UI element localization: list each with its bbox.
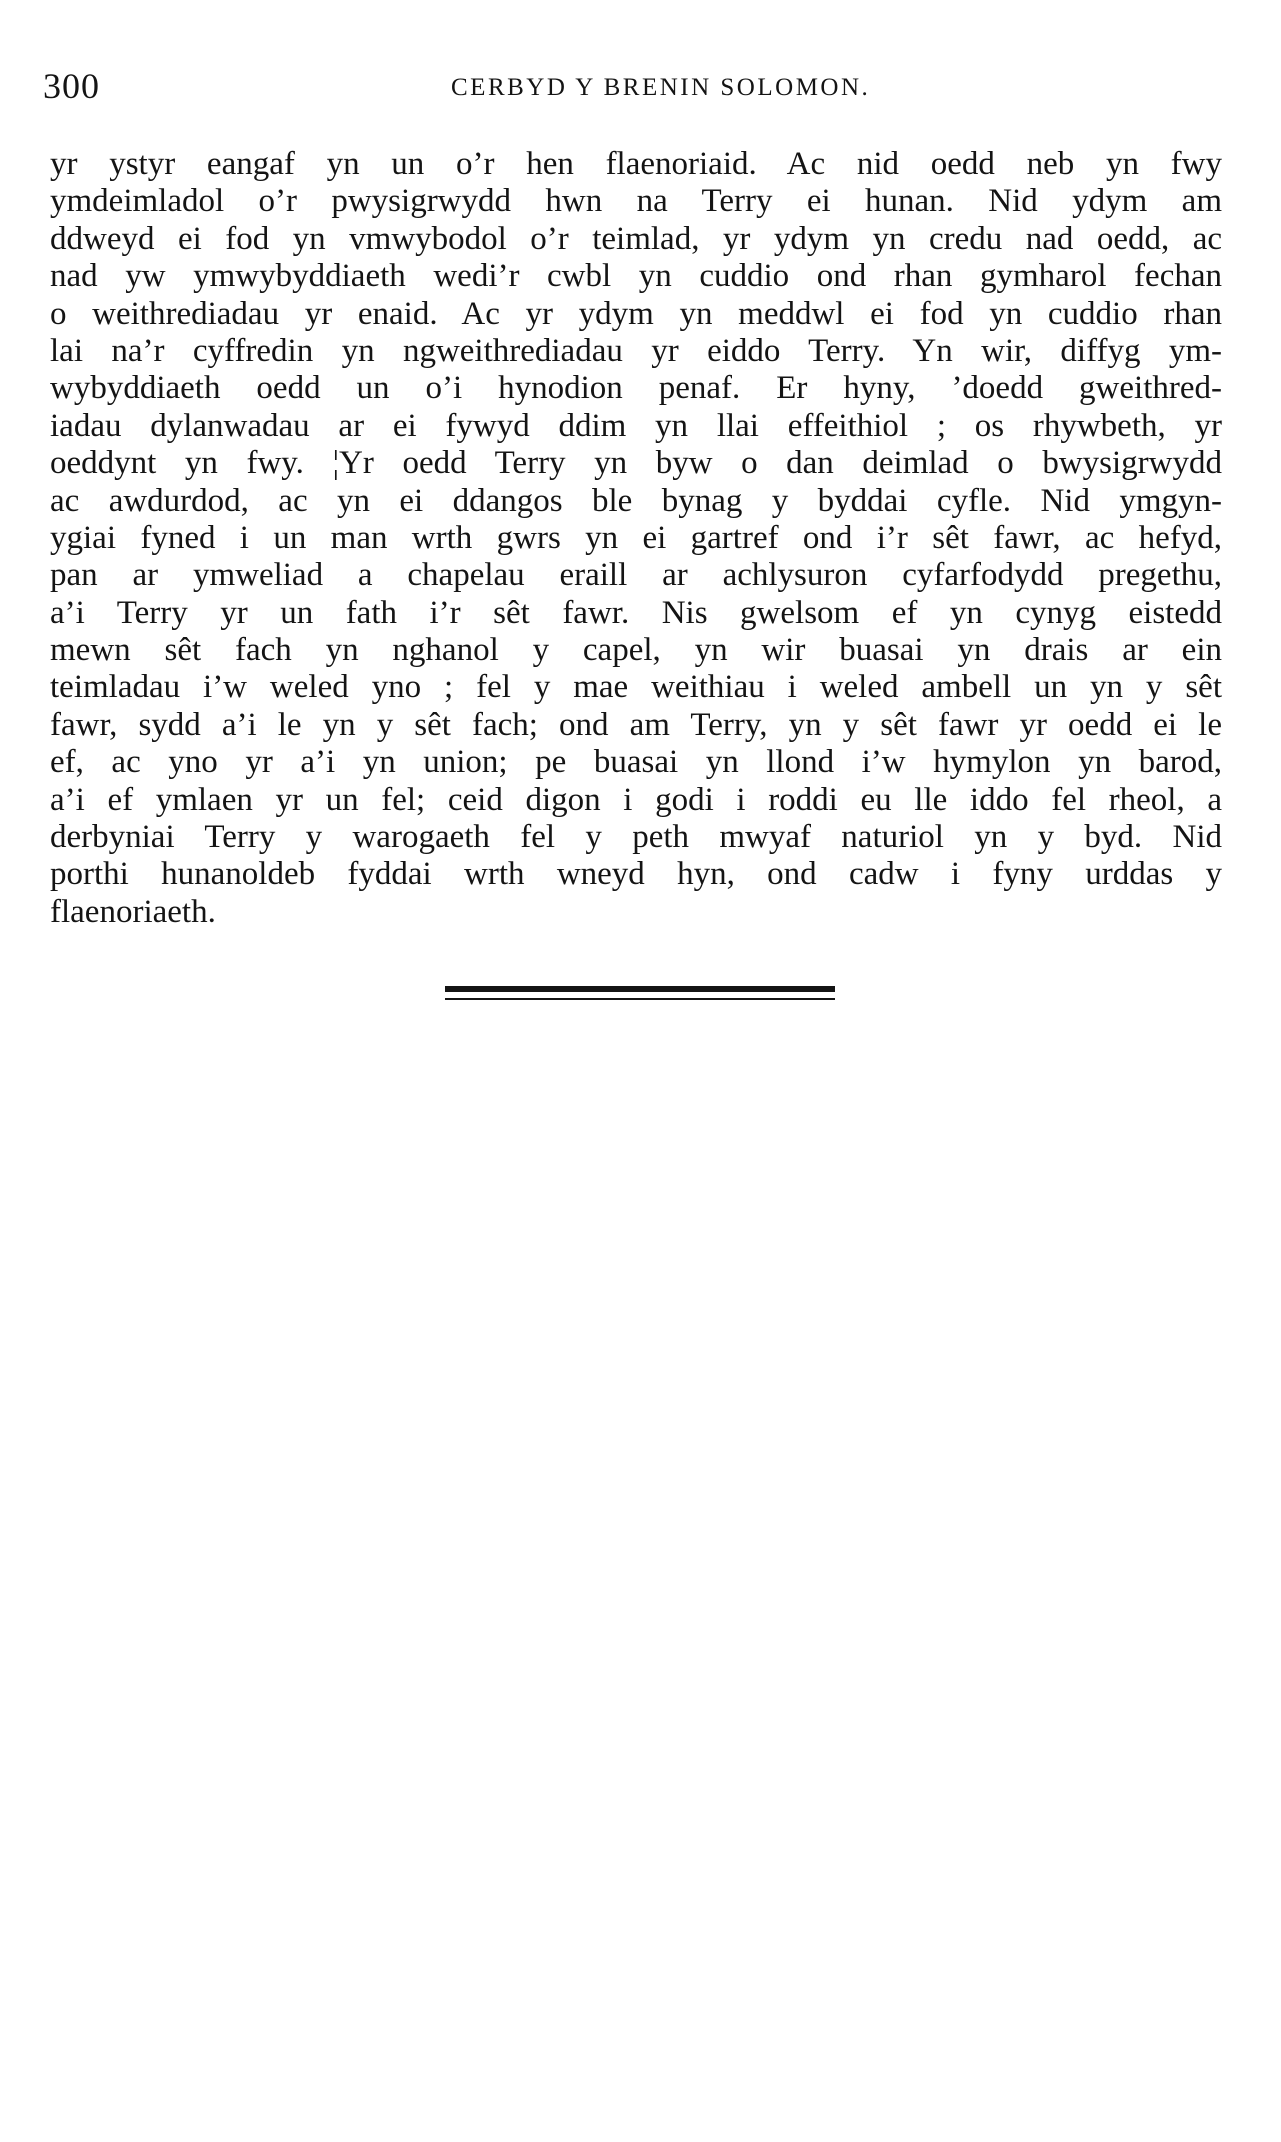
text-line: ygiai fyned i un man wrth gwrs yn ei gartref ond i’r sêt fawr, ac hefyd, — [50, 519, 1222, 556]
text-line: ddweyd ei fod yn vmwybodol o’r teimlad, yr ydym yn credu nad oedd, ac — [50, 220, 1222, 257]
running-title: CERBYD Y BRENIN SOLOMON. — [451, 74, 871, 101]
text-line: ymdeimladol o’r pwysigrwydd hwn na Terry ei hunan. Nid ydym am — [50, 183, 1222, 220]
text-line: ef, ac yno yr a’i yn union; pe buasai yn llond i’w hymylon yn barod, — [50, 744, 1222, 781]
text-line: oeddynt yn fwy. ¦Yr oedd Terry yn byw o dan deimlad o bwysigrwydd — [50, 445, 1222, 482]
text-line: porthi hunanoldeb fyddai wrth wneyd hyn, ond cadw i fyny urddas y — [50, 856, 1222, 893]
text-line: iadau dylanwadau ar ei fywyd ddim yn llai effeithiol ; os rhywbeth, yr — [50, 407, 1222, 444]
text-line: nad yw ymwybyddiaeth wedi’r cwbl yn cuddio ond rhan gymharol fechan — [50, 258, 1222, 295]
text-line: flaenoriaeth. — [50, 893, 216, 930]
text-line: mewn sêt fach yn nghanol y capel, yn wir buasai yn drais ar ein — [50, 632, 1222, 669]
page-number: 300 — [43, 66, 100, 106]
text-line: fawr, sydd a’i le yn y sêt fach; ond am Terry, yn y sêt fawr yr oedd ei le — [50, 706, 1222, 743]
text-line: teimladau i’w weled yno ; fel y mae weithiau i weled ambell un yn y sêt — [50, 669, 1222, 706]
text-line: ac awdurdod, ac yn ei ddangos ble bynag y byddai cyfle. Nid ymgyn- — [50, 482, 1222, 519]
text-line: o weithrediadau yr enaid. Ac yr ydym yn meddwl ei fod yn cuddio rhan — [50, 295, 1222, 332]
text-line: a’i ef ymlaen yr un fel; ceid digon i godi i roddi eu lle iddo fel rheol, a — [50, 781, 1222, 818]
section-divider-thin — [445, 998, 835, 1000]
section-divider-thick — [445, 986, 835, 992]
text-line: pan ar ymweliad a chapelau eraill ar achlysuron cyfarfodydd pregethu, — [50, 557, 1222, 594]
page-header — [43, 64, 1223, 108]
body-paragraph — [50, 146, 1222, 931]
text-line: derbyniai Terry y warogaeth fel y peth mwyaf naturiol yn y byd. Nid — [50, 819, 1222, 856]
text-line: wybyddiaeth oedd un o’i hynodion penaf. Er hyny, ’doedd gweithred- — [50, 370, 1222, 407]
text-line: lai na’r cyffredin yn ngweithrediadau yr eiddo Terry. Yn wir, diffyg ym- — [50, 332, 1222, 369]
text-line: yr ystyr eangaf yn un o’r hen flaenoriaid. Ac nid oedd neb yn fwy — [50, 146, 1222, 182]
text-line: a’i Terry yr un fath i’r sêt fawr. Nis gwelsom ef yn cynyg eistedd — [50, 594, 1222, 631]
